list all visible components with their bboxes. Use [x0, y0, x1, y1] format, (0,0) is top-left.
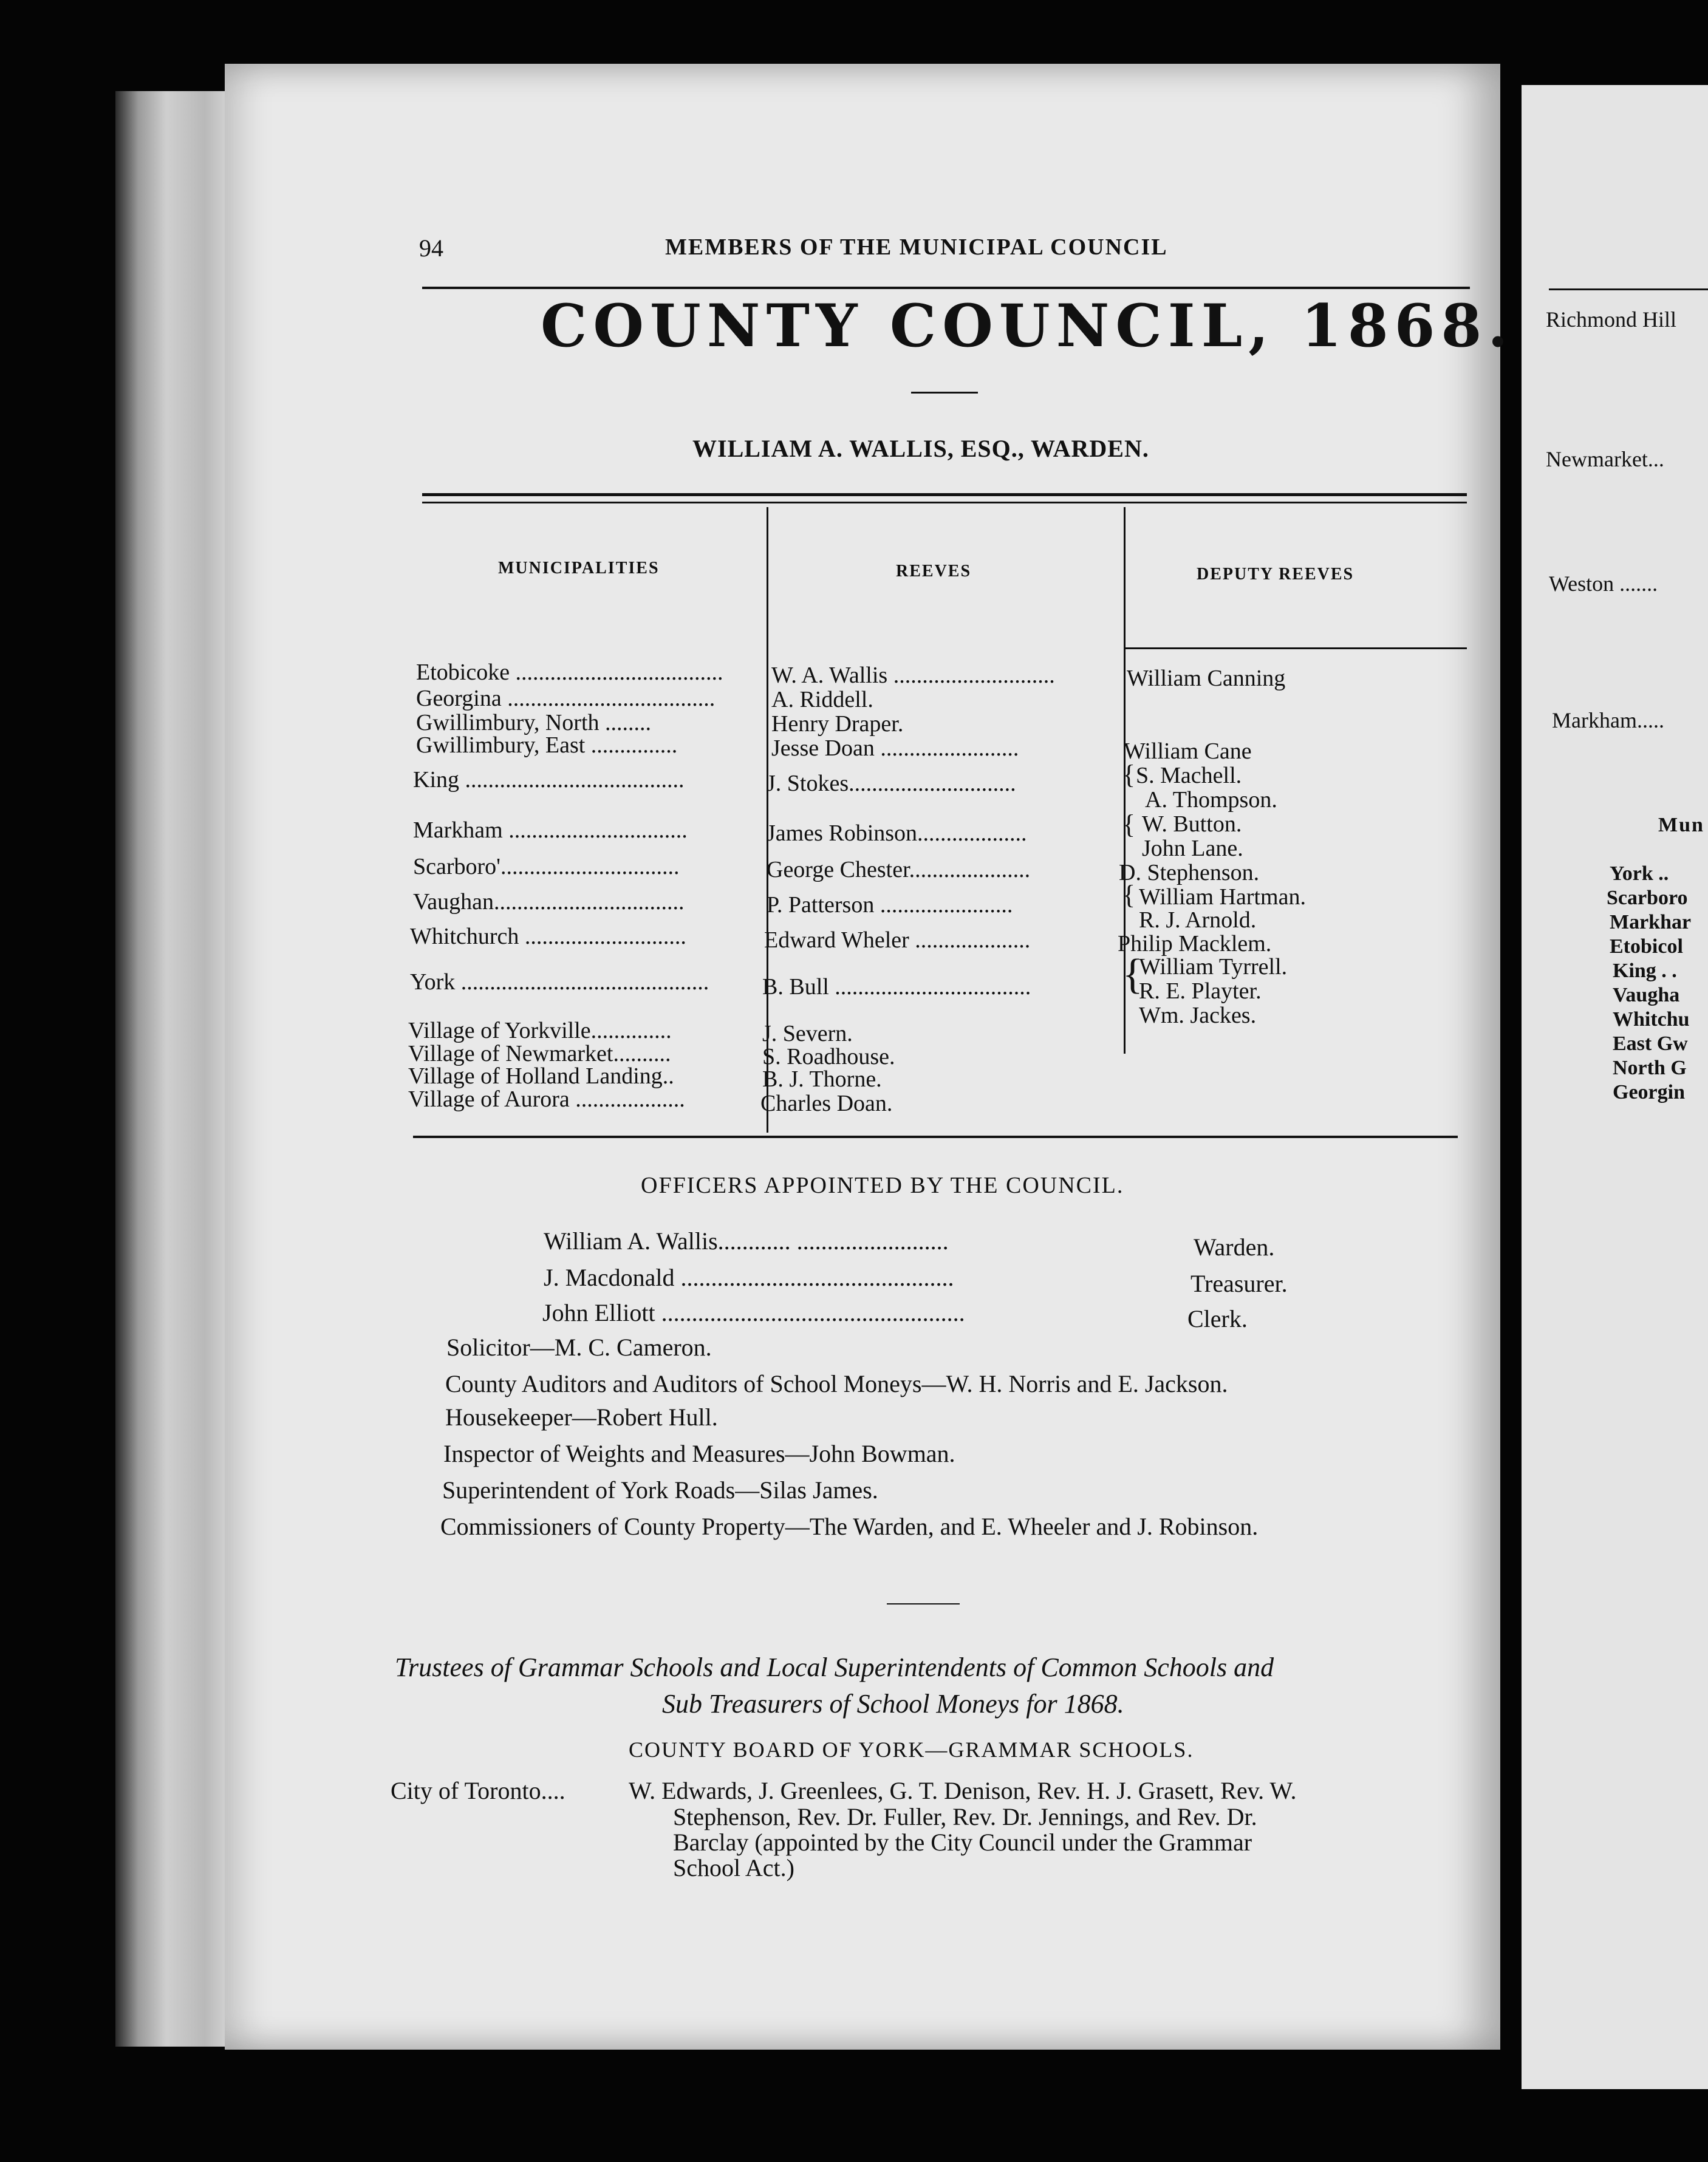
table-cell-deputy: R. J. Arnold.	[1139, 907, 1257, 933]
header-rule	[422, 287, 1470, 289]
table-cell-deputy: R. E. Playter.	[1139, 978, 1262, 1004]
table-cell-reeve: George Chester.....................	[767, 857, 1031, 882]
table-cell-deputy: W. Button.	[1142, 811, 1242, 837]
table-cell-municipality: Markham ...............................	[413, 817, 688, 843]
table-top-rule-1	[422, 493, 1467, 496]
table-cell-reeve: J. Stokes.............................	[767, 771, 1016, 796]
table-cell-municipality: Gwillimbury, East ...............	[416, 732, 678, 758]
table-cell-deputy: William Hartman.	[1139, 884, 1306, 910]
table-cell-municipality: Village of Aurora ...................	[408, 1086, 685, 1112]
right-list-item: Whitchu	[1613, 1008, 1690, 1031]
appointment-line: Solicitor—M. C. Cameron.	[446, 1334, 712, 1361]
trustees-heading-line1: Trustees of Grammar Schools and Local Superintendents of Common Schools and	[395, 1652, 1274, 1682]
brace: {	[1122, 760, 1136, 789]
right-list-item: Etobicol	[1610, 935, 1683, 958]
right-list-item: Markhar	[1610, 911, 1692, 933]
table-cell-reeve: Edward Wheler ....................	[764, 927, 1031, 953]
appointment-line: Housekeeper—Robert Hull.	[445, 1403, 718, 1431]
column-header-reeves: REEVES	[896, 562, 972, 581]
table-cell-reeve: J. Severn.	[762, 1021, 853, 1046]
table-cell-reeve: Jesse Doan ........................	[771, 735, 1019, 761]
brace: {	[1122, 880, 1136, 910]
officer-name: William A. Wallis............ .........................	[544, 1227, 949, 1255]
brace: {	[1122, 951, 1143, 998]
table-cell-reeve: P. Patterson .......................	[767, 892, 1013, 918]
right-mun-label: Mun	[1658, 814, 1704, 836]
right-list-item: York ..	[1610, 862, 1669, 885]
appointment-line: County Auditors and Auditors of School Moneys—W. H. Norris and E. Jackson.	[445, 1370, 1228, 1397]
right-place: Weston .......	[1549, 571, 1658, 596]
brace: {	[1122, 810, 1136, 839]
table-cell-reeve: A. Riddell.	[771, 687, 873, 712]
toronto-line: Stephenson, Rev. Dr. Fuller, Rev. Dr. Jennings, and Rev. Dr.	[673, 1803, 1257, 1830]
officer-role: Treasurer.	[1190, 1270, 1288, 1297]
table-cell-municipality: Etobicoke ....................................	[416, 660, 723, 685]
table-cell-municipality: Whitchurch ............................	[410, 924, 686, 949]
table-cell-municipality: Village of Newmarket..........	[408, 1041, 671, 1066]
appointment-line: Superintendent of York Roads—Silas James.	[442, 1476, 878, 1504]
officer-role: Clerk.	[1187, 1305, 1248, 1332]
header-bottom-rule	[1124, 647, 1467, 649]
officer-name: John Elliott ..................................................	[542, 1299, 965, 1326]
table-cell-municipality: Scarboro'...............................	[413, 854, 680, 879]
toronto-line: Barclay (appointed by the City Council under the Grammar	[673, 1829, 1252, 1856]
right-place: Newmarket...	[1546, 447, 1664, 471]
table-bottom-rule	[413, 1136, 1458, 1138]
column-header-deputy-reeves: DEPUTY REEVES	[1197, 565, 1354, 584]
page-title: COUNTY COUNCIL, 1868.	[541, 292, 1514, 360]
right-place: Markham.....	[1552, 708, 1664, 732]
table-cell-municipality: King ......................................	[413, 767, 685, 793]
table-cell-deputy: William Cane	[1124, 738, 1252, 764]
officers-heading: OFFICERS APPOINTED BY THE COUNCIL.	[641, 1173, 1124, 1198]
table-cell-deputy: William Canning	[1127, 666, 1286, 691]
right-list-item: Georgin	[1613, 1081, 1685, 1103]
column-header-municipalities: MUNICIPALITIES	[498, 559, 660, 578]
warden-line: WILLIAM A. WALLIS, ESQ., WARDEN.	[692, 435, 1149, 462]
book-spine	[115, 91, 243, 2047]
title-dash	[911, 392, 978, 394]
toronto-line: School Act.)	[673, 1854, 794, 1881]
right-page-rule	[1549, 288, 1708, 290]
table-cell-municipality: Vaughan.................................	[413, 889, 685, 915]
table-cell-deputy: D. Stephenson.	[1119, 860, 1260, 885]
appointment-line: Inspector of Weights and Measures—John Bowman.	[443, 1440, 955, 1467]
table-cell-municipality: Gwillimbury, North ........	[416, 710, 652, 735]
right-list-item: King . .	[1613, 960, 1677, 982]
toronto-line: W. Edwards, J. Greenlees, G. T. Denison, Rev. H. J. Grasett, Rev. W.	[629, 1777, 1297, 1804]
right-list-item: Scarboro	[1607, 887, 1688, 909]
table-cell-reeve: Charles Doan.	[760, 1091, 893, 1116]
officer-role: Warden.	[1194, 1233, 1275, 1261]
table-cell-deputy: S. Machell.	[1136, 763, 1242, 788]
toronto-label: City of Toronto....	[391, 1777, 565, 1804]
table-top-rule-2	[422, 502, 1467, 503]
table-cell-reeve: B. J. Thorne.	[762, 1066, 882, 1092]
table-cell-deputy: William Tyrrell.	[1139, 954, 1288, 980]
table-cell-reeve: James Robinson...................	[767, 820, 1027, 846]
right-place: Richmond Hill	[1546, 307, 1676, 332]
table-cell-deputy: Philip Macklem.	[1118, 931, 1272, 957]
table-cell-deputy: Wm. Jackes.	[1139, 1003, 1257, 1028]
trustees-heading-line2: Sub Treasurers of School Moneys for 1868.	[662, 1689, 1124, 1719]
officer-name: J. Macdonald .............................................	[544, 1264, 954, 1291]
right-list-item: North G	[1613, 1057, 1687, 1079]
running-head: MEMBERS OF THE MUNICIPAL COUNCIL	[665, 234, 1168, 260]
right-list-item: Vaugha	[1613, 984, 1680, 1006]
table-cell-deputy: John Lane.	[1142, 836, 1243, 861]
table-cell-reeve: B. Bull ..................................	[762, 974, 1031, 1000]
table-cell-municipality: Georgina ....................................	[416, 686, 716, 711]
table-cell-reeve: S. Roadhouse.	[762, 1044, 895, 1069]
right-list-item: East Gw	[1613, 1032, 1688, 1055]
table-cell-municipality: Village of Holland Landing..	[408, 1063, 674, 1089]
page-number: 94	[419, 234, 443, 262]
table-cell-reeve: W. A. Wallis ............................	[771, 663, 1055, 688]
table-cell-municipality: Village of Yorkville..............	[408, 1018, 672, 1043]
section-dash	[887, 1603, 960, 1604]
table-cell-deputy: A. Thompson.	[1145, 787, 1277, 813]
appointment-line: Commissioners of County Property—The Warden, and E. Wheeler and J. Robinson.	[440, 1513, 1259, 1540]
board-heading: COUNTY BOARD OF YORK—GRAMMAR SCHOOLS.	[629, 1737, 1194, 1762]
table-cell-reeve: Henry Draper.	[771, 711, 904, 737]
table-cell-municipality: York ...........................................	[410, 969, 709, 995]
